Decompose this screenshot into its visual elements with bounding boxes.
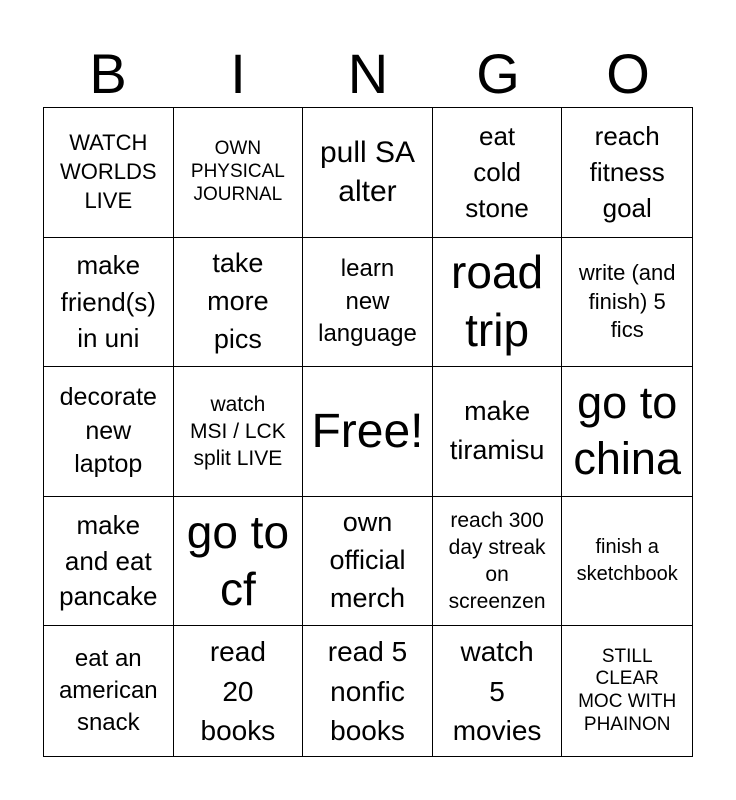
cell-text: watch MSI / LCK split LIVE [190, 392, 286, 471]
cell-text: eat an american snack [58, 644, 158, 737]
bingo-cell[interactable] [303, 238, 433, 368]
cell-text: road trip [451, 246, 544, 356]
bingo-cell[interactable] [174, 108, 304, 238]
header-letter-b: B [89, 42, 127, 105]
cell-text: WATCH WORLDS LIVE [60, 130, 157, 213]
cell-text: eat cold stone [465, 120, 529, 224]
bingo-board [43, 107, 693, 757]
cell-text: reach 300 day streak on screenzen [448, 508, 546, 614]
bingo-cell[interactable] [174, 626, 304, 756]
bingo-cell[interactable] [174, 497, 304, 627]
bingo-cell[interactable] [44, 108, 174, 238]
bingo-cell[interactable] [562, 108, 692, 238]
bingo-cell[interactable] [44, 626, 174, 756]
bingo-cell[interactable] [433, 367, 563, 497]
cell-text: read 20 books [200, 636, 276, 746]
cell-text: make friend(s) in uni [60, 250, 156, 354]
cell-text: make and eat pancake [59, 510, 158, 611]
bingo-cell[interactable] [303, 497, 433, 627]
bingo-cell[interactable] [44, 497, 174, 627]
bingo-cell[interactable] [303, 367, 433, 497]
header-letter-i: I [230, 42, 246, 105]
cell-text: decorate new laptop [59, 382, 157, 479]
bingo-cell[interactable] [562, 497, 692, 627]
bingo-cell[interactable] [303, 108, 433, 238]
bingo-cell[interactable] [303, 626, 433, 756]
bingo-cell[interactable] [562, 367, 692, 497]
cell-text: pull SA alter [319, 136, 416, 209]
cell-text: finish a sketchbook [576, 536, 678, 586]
bingo-cell[interactable] [562, 238, 692, 368]
cell-text: reach fitness goal [589, 120, 665, 224]
bingo-cell[interactable] [433, 626, 563, 756]
cell-text: go to china [573, 377, 681, 485]
cell-text: OWN PHYSICAL JOURNAL [190, 138, 285, 205]
bingo-cell[interactable] [433, 497, 563, 627]
cell-text: learn new language [318, 255, 417, 348]
bingo-cell[interactable] [44, 367, 174, 497]
cell-text: go to cf [186, 505, 290, 616]
header-letter-n: N [347, 42, 389, 105]
header-letter-o: O [606, 42, 650, 105]
header-letter-g: G [476, 42, 520, 105]
cell-text: read 5 nonfic books [327, 636, 408, 746]
bingo-cell[interactable] [433, 238, 563, 368]
bingo-cell[interactable] [562, 626, 692, 756]
bingo-header [43, 40, 693, 108]
bingo-cell[interactable] [433, 108, 563, 238]
cell-text: take more pics [207, 248, 269, 354]
cell-text: make tiramisu [449, 396, 545, 466]
cell-text-free: Free! [311, 404, 424, 458]
bingo-cell[interactable] [44, 238, 174, 368]
cell-text: STILL CLEAR MOC WITH PHAINON [578, 645, 677, 735]
bingo-cell[interactable] [174, 367, 304, 497]
cell-text: own official merch [329, 507, 406, 613]
cell-text: watch 5 movies [452, 636, 542, 746]
cell-text: write (and finish) 5 fics [578, 260, 676, 343]
bingo-cell[interactable] [174, 238, 304, 368]
